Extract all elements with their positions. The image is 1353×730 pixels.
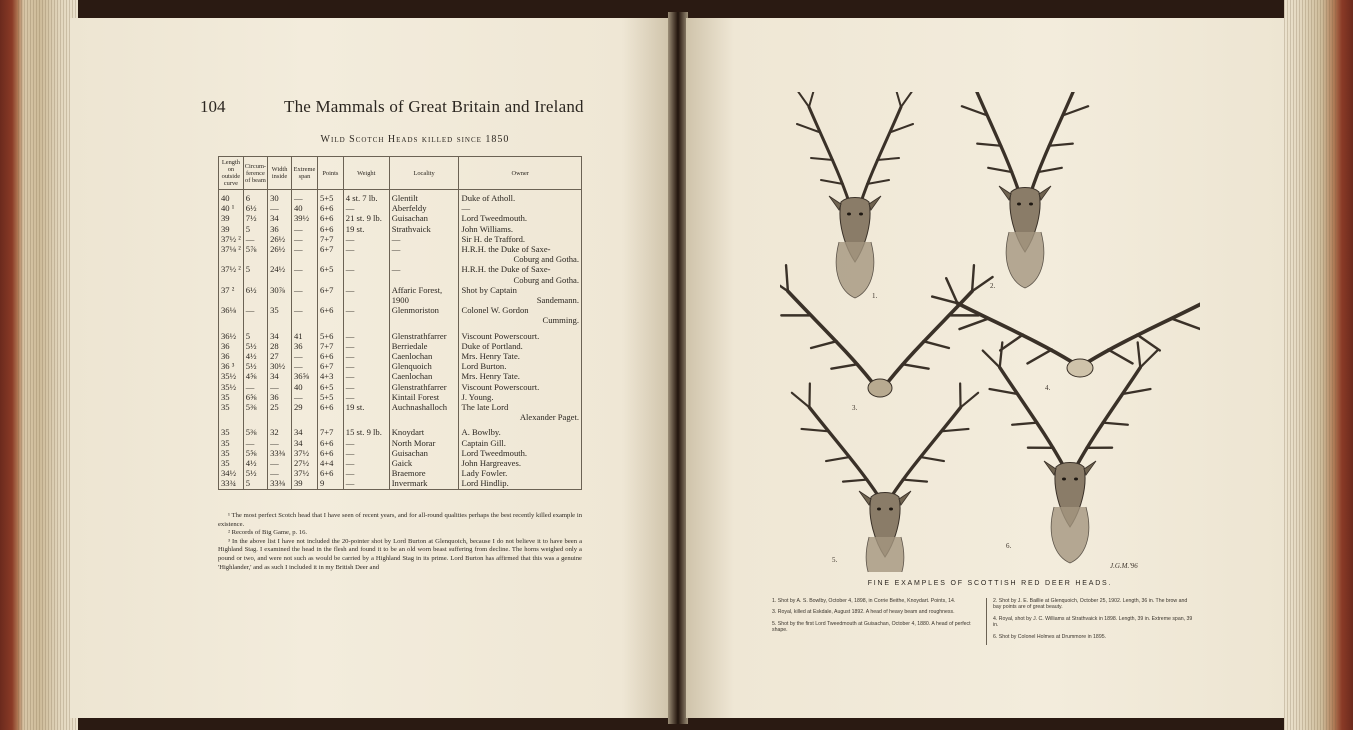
owner-name: Duke of Portland. — [461, 340, 523, 351]
cell-width: — — [268, 382, 292, 392]
cell-span: 34 — [291, 438, 317, 448]
cell-weight: — — [343, 341, 389, 351]
plate-title: FINE EXAMPLES OF SCOTTISH RED DEER HEADS. — [867, 580, 1113, 587]
legend-item: 1. Shot by A. S. Bowlby, October 4, 1898, in Corrie Beithe, Knoydart. Points, 14. — [772, 598, 956, 604]
cell-weight: — — [343, 448, 389, 458]
cell-length: 33¾ — [219, 478, 244, 489]
artist-signature: J.G.M.'96 — [1110, 562, 1138, 570]
owner-name-continued: Alexander Paget. — [519, 412, 579, 423]
cell-points: 5+6 — [317, 331, 343, 341]
cell-span: 39 — [291, 478, 317, 489]
stag-skull-4 — [929, 251, 1200, 404]
cell-weight: — — [343, 305, 389, 325]
footnote: ³ In the above list I have not included the 20-pointer shot by Lord Burton at Glenquoich, because I do not believe it to have been a Highland Stag. I examined the head in the flesh and found it to be an old worn beast suffering from decline. The horns weighed only a pound or two, and were not such as would be carried by a Highland Stag in its prime. Lord Burton has affirmed that this was a genuine 'Highlander,' and as such I included it in my British Deer and — [218, 537, 582, 571]
cell-length: 35 — [219, 427, 244, 437]
cell-width: 33⅜ — [268, 448, 292, 458]
cell-weight: — — [343, 371, 389, 381]
cell-circ: 5⅝ — [243, 448, 267, 458]
table-header-row — [219, 157, 582, 190]
cell-width: 35 — [268, 305, 292, 325]
cell-points: 5+5 — [317, 190, 343, 204]
cell-points: 6+6 — [317, 438, 343, 448]
cell-weight: 4 st. 7 lb. — [343, 190, 389, 204]
cell-circ: 5⅜ — [243, 427, 267, 437]
cell-locality: Aberfeldy — [389, 203, 459, 213]
cell-length: 35 — [219, 448, 244, 458]
owner-name: Mrs. Henry Tate. — [461, 371, 520, 382]
cell-points: 6+6 — [317, 224, 343, 234]
cell-weight: — — [343, 244, 389, 264]
legend-right-column — [986, 598, 1197, 645]
cell-length: 40 — [219, 190, 244, 204]
cell-span: 34 — [291, 427, 317, 437]
cell-circ: 5 — [243, 331, 267, 341]
cell-weight: — — [343, 438, 389, 448]
cell-circ: — — [243, 382, 267, 392]
cell-owner — [459, 331, 582, 341]
page-header — [200, 97, 630, 121]
cell-width: 34 — [268, 331, 292, 341]
cell-owner — [459, 224, 582, 234]
cell-width: 26½ — [268, 234, 292, 244]
figure-label: 4. — [1045, 384, 1051, 392]
owner-name: The late Lord — [461, 402, 509, 413]
cell-owner — [459, 285, 582, 305]
cell-length: 39 — [219, 224, 244, 234]
column-header: Points — [317, 157, 343, 190]
page-edges-right — [1284, 0, 1353, 730]
cell-span: 40 — [291, 382, 317, 392]
cell-locality: — — [389, 234, 459, 244]
cell-points: 6+6 — [317, 468, 343, 478]
cell-weight: — — [343, 285, 389, 305]
cell-width: 36 — [268, 224, 292, 234]
cell-span: — — [291, 264, 317, 284]
cell-length: 34½ — [219, 468, 244, 478]
cell-owner — [459, 244, 582, 264]
cell-weight: 15 st. 9 lb. — [343, 427, 389, 437]
cell-width: — — [268, 438, 292, 448]
page-edges-left — [0, 0, 78, 730]
table-row — [219, 234, 582, 244]
cell-owner — [459, 438, 582, 448]
cell-circ: 5½ — [243, 468, 267, 478]
cell-points: 4+3 — [317, 371, 343, 381]
cell-weight: — — [343, 458, 389, 468]
figure-label: 2. — [990, 282, 996, 290]
cell-locality: Glenstrathfarrer — [389, 382, 459, 392]
cell-owner — [459, 371, 582, 381]
cell-length: 36⅛ — [219, 305, 244, 325]
cell-span: 27½ — [291, 458, 317, 468]
owner-name: Lord Tweedmouth. — [461, 213, 528, 224]
cell-points: 6+7 — [317, 361, 343, 371]
table-row — [219, 438, 582, 448]
owner-name: Duke of Atholl. — [461, 193, 516, 203]
owner-name-continued: Cumming. — [542, 315, 579, 326]
owner-name-continued: Sandemann. — [536, 295, 579, 306]
cell-length: 39 — [219, 213, 244, 223]
cell-span: — — [291, 224, 317, 234]
cell-weight: — — [343, 361, 389, 371]
cell-owner — [459, 341, 582, 351]
owner-name: Lord Hindlip. — [461, 478, 509, 489]
cell-weight: 19 st. — [343, 402, 389, 422]
table-row — [219, 244, 582, 264]
owner-name: J. Young. — [461, 391, 494, 402]
cell-length: 35 — [219, 458, 244, 468]
cell-span: 36 — [291, 341, 317, 351]
cell-points: 6+6 — [317, 351, 343, 361]
table-row — [219, 382, 582, 392]
cell-circ: — — [243, 438, 267, 448]
column-header: Width inside — [268, 157, 292, 190]
cell-width: 24½ — [268, 264, 292, 284]
cell-length: 35 — [219, 402, 244, 422]
cell-owner — [459, 402, 582, 422]
cell-span: 37½ — [291, 468, 317, 478]
cell-circ: 5 — [243, 264, 267, 284]
legend-item: 4. Royal, shot by J. C. Williams at Strathvaick in 1898. Length, 39 in. Extreme span, 39 in. — [993, 615, 1193, 629]
owner-name: Shot by Captain — [461, 284, 517, 295]
cell-circ: 5½ — [243, 361, 267, 371]
cell-locality: Guisachan — [389, 213, 459, 223]
cell-locality: Braemore — [389, 468, 459, 478]
cell-width: 30½ — [268, 361, 292, 371]
cell-circ: 6½ — [243, 285, 267, 305]
cell-span: — — [291, 244, 317, 264]
owner-name: Colonel W. Gordon — [461, 305, 529, 316]
table-row — [219, 213, 582, 223]
figure-label: 5. — [832, 556, 838, 564]
figure-label: 6. — [1006, 542, 1012, 550]
cell-owner — [459, 190, 582, 204]
legend-item: 5. Shot by the first Lord Tweedmouth at Guisachan, October 4, 1880. A head of perfect shape. — [772, 620, 971, 634]
cell-owner — [459, 213, 582, 223]
table-row — [219, 427, 582, 437]
cell-weight: — — [343, 203, 389, 213]
column-header: Circum-ference of beam — [243, 157, 267, 190]
cell-weight: — — [343, 264, 389, 284]
cell-length: 35½ — [219, 382, 244, 392]
table-row — [219, 371, 582, 381]
cell-span: — — [291, 351, 317, 361]
cell-width: — — [268, 468, 292, 478]
legend-item: 2. Shot by J. E. Baillie at Glenquoich, October 25, 1902. Length, 36 in. The brow and bay points are of great beauty. — [993, 598, 1188, 611]
cell-locality: — — [389, 244, 459, 264]
cell-circ: 4⅝ — [243, 371, 267, 381]
cell-locality: Invermark — [389, 478, 459, 489]
cell-points: 6+6 — [317, 448, 343, 458]
cell-circ: — — [243, 305, 267, 325]
table-row — [219, 203, 582, 213]
table-row — [219, 351, 582, 361]
cell-owner — [459, 234, 582, 244]
cell-width: 25 — [268, 402, 292, 422]
cell-width: 33⅜ — [268, 478, 292, 489]
cell-span: — — [291, 234, 317, 244]
cell-span: 40 — [291, 203, 317, 213]
cell-points: 7+7 — [317, 341, 343, 351]
cell-span: — — [291, 285, 317, 305]
owner-name: H.R.H. the Duke of Saxe- — [461, 244, 551, 255]
cell-width: 32 — [268, 427, 292, 437]
cell-owner — [459, 382, 582, 392]
footnote: ¹ The most perfect Scotch head that I have seen of recent years, and for all-round qualities perhaps the best recently killed example in existence. — [218, 512, 582, 528]
cell-locality: Guisachan — [389, 448, 459, 458]
owner-name: Lady Fowler. — [461, 468, 508, 479]
cell-length: 35½ — [219, 371, 244, 381]
cell-locality: Glenstrathfarrer — [389, 331, 459, 341]
table-row — [219, 285, 582, 305]
cell-locality: Auchnashalloch — [389, 402, 459, 422]
cell-owner — [459, 448, 582, 458]
cell-locality: Kintail Forest — [389, 392, 459, 402]
cell-length: 36½ — [219, 331, 244, 341]
owner-name: Lord Tweedmouth. — [461, 447, 528, 458]
cell-weight: — — [343, 478, 389, 489]
cell-points: 6+5 — [317, 264, 343, 284]
owner-name: Sir H. de Trafford. — [461, 233, 526, 244]
cell-locality: Affaric Forest, 1900 — [389, 285, 459, 305]
cell-span: — — [291, 305, 317, 325]
table-row — [219, 190, 582, 204]
cell-span: — — [291, 392, 317, 402]
owner-name-continued: Coburg and Gotha. — [513, 274, 579, 285]
cell-locality: Glenquoich — [389, 361, 459, 371]
cell-locality: Glenmoriston — [389, 305, 459, 325]
cell-owner — [459, 458, 582, 468]
cell-points: 4+4 — [317, 458, 343, 468]
cell-length: 37½ ² — [219, 264, 244, 284]
cell-length: 35 — [219, 438, 244, 448]
cell-points: 6+7 — [317, 285, 343, 305]
cell-points: 5+5 — [317, 392, 343, 402]
cell-width: 27 — [268, 351, 292, 361]
stag-heads-plate — [780, 92, 1200, 572]
cell-weight: — — [343, 468, 389, 478]
cell-span: 39½ — [291, 213, 317, 223]
cell-weight: — — [343, 382, 389, 392]
cell-locality: Berriedale — [389, 341, 459, 351]
owner-name: Lord Burton. — [461, 361, 507, 372]
cell-owner — [459, 361, 582, 371]
cell-length: 35 — [219, 392, 244, 402]
cell-points: 7+7 — [317, 427, 343, 437]
table-row — [219, 341, 582, 351]
table-row — [219, 264, 582, 284]
stag-heads-table — [218, 156, 582, 490]
owner-name-continued: Coburg and Gotha. — [513, 254, 579, 265]
cell-width: — — [268, 203, 292, 213]
cell-points: 6+6 — [317, 402, 343, 422]
table-row — [219, 224, 582, 234]
cell-circ: 4½ — [243, 458, 267, 468]
cell-points: 7+7 — [317, 234, 343, 244]
owner-name: John Hargreaves. — [461, 458, 521, 469]
cell-span: — — [291, 190, 317, 204]
cell-owner — [459, 478, 582, 489]
cell-length: 36 ³ — [219, 361, 244, 371]
cell-locality: Glentilt — [389, 190, 459, 204]
page-number: 104 — [200, 97, 226, 116]
cell-width: 28 — [268, 341, 292, 351]
cell-circ: — — [243, 234, 267, 244]
book-gutter — [668, 12, 688, 724]
cell-length: 37 ² — [219, 285, 244, 305]
cell-circ: 4½ — [243, 351, 267, 361]
table-title: Wild Scotch Heads killed since 1850 — [320, 134, 510, 145]
cell-points: 6+6 — [317, 213, 343, 223]
stag-head-2 — [962, 92, 1088, 288]
cell-owner — [459, 351, 582, 361]
cell-length: 37½ ² — [219, 234, 244, 244]
cell-circ: 5½ — [243, 341, 267, 351]
cell-weight: — — [343, 331, 389, 341]
table-row — [219, 305, 582, 325]
cell-locality: North Morar — [389, 438, 459, 448]
cell-locality: Caenlochan — [389, 351, 459, 361]
footnotes — [218, 512, 582, 572]
cell-span: — — [291, 361, 317, 371]
cell-weight: 21 st. 9 lb. — [343, 213, 389, 223]
figure-label: 1. — [872, 292, 878, 300]
cell-owner — [459, 203, 582, 213]
owner-name: Mrs. Henry Tate. — [461, 351, 520, 362]
owner-name: Viscount Powerscourt. — [461, 381, 540, 392]
legend-item: 3. Royal, killed at Eskdale, August 1892. A head of heavy beam and roughness. — [772, 609, 955, 616]
table-row — [219, 448, 582, 458]
cell-weight: — — [343, 351, 389, 361]
cell-length: 36 — [219, 351, 244, 361]
cell-points: 6+7 — [317, 244, 343, 264]
column-header: Extreme span — [291, 157, 317, 190]
column-header: Weight — [343, 157, 389, 190]
owner-name: — — [461, 203, 471, 214]
cell-circ: 5 — [243, 224, 267, 234]
cell-weight: 19 st. — [343, 224, 389, 234]
column-header: Owner — [459, 157, 582, 190]
cell-circ: 7½ — [243, 213, 267, 223]
cell-weight: — — [343, 392, 389, 402]
cell-width: 34 — [268, 213, 292, 223]
cell-circ: 5⅜ — [243, 402, 267, 422]
owner-name: John Williams. — [461, 223, 514, 234]
owner-name: Viscount Powerscourt. — [461, 330, 540, 341]
cell-owner — [459, 427, 582, 437]
table-row — [219, 402, 582, 422]
cell-locality: Knoydart — [389, 427, 459, 437]
cell-circ: 5 — [243, 478, 267, 489]
cell-span: 36⅝ — [291, 371, 317, 381]
owner-name: A. Bowlby. — [461, 427, 501, 438]
cell-circ: 6⅝ — [243, 392, 267, 402]
cell-circ: 6½ — [243, 203, 267, 213]
cell-weight: — — [343, 234, 389, 244]
cell-owner — [459, 468, 582, 478]
table-row — [219, 478, 582, 489]
cell-width: 36 — [268, 392, 292, 402]
owner-name: H.R.H. the Duke of Saxe- — [461, 264, 551, 275]
cell-owner — [459, 392, 582, 402]
cell-length: 36 — [219, 341, 244, 351]
cell-span: 29 — [291, 402, 317, 422]
cell-owner — [459, 305, 582, 325]
table-row — [219, 361, 582, 371]
cell-circ: 5⅞ — [243, 244, 267, 264]
legend-item: 6. Shot by Colonel Holmes at Drummore in 1895. — [993, 633, 1107, 640]
table-row — [219, 468, 582, 478]
cell-owner — [459, 264, 582, 284]
cell-locality: Gaick — [389, 458, 459, 468]
column-header: Locality — [389, 157, 459, 190]
cell-width: 30 — [268, 190, 292, 204]
running-title: The Mammals of Great Britain and Ireland — [284, 97, 584, 116]
owner-name: Captain Gill. — [461, 437, 506, 448]
stag-head-1 — [797, 92, 913, 298]
legend-left-column — [772, 598, 976, 639]
cell-width: 34 — [268, 371, 292, 381]
cell-points: 6+6 — [317, 305, 343, 325]
figure-label: 3. — [852, 404, 858, 412]
cell-width: — — [268, 458, 292, 468]
cell-locality: Caenlochan — [389, 371, 459, 381]
cell-length: 37⅛ ² — [219, 244, 244, 264]
column-header: Length on outside curve — [219, 157, 244, 190]
cell-span: 37½ — [291, 448, 317, 458]
cell-points: 6+6 — [317, 203, 343, 213]
cell-circ: 6 — [243, 190, 267, 204]
cell-length: 40 ¹ — [219, 203, 244, 213]
stag-head-5 — [791, 374, 980, 572]
footnote: ² Records of Big Game, p. 16. — [228, 529, 308, 537]
cell-width: 26½ — [268, 244, 292, 264]
cell-width: 30⅞ — [268, 285, 292, 305]
cell-points: 6+5 — [317, 382, 343, 392]
cell-points: 9 — [317, 478, 343, 489]
cell-span: 41 — [291, 331, 317, 341]
table-row — [219, 392, 582, 402]
cell-locality: Strathvaick — [389, 224, 459, 234]
cell-locality: — — [389, 264, 459, 284]
table-row — [219, 458, 582, 468]
table-row — [219, 331, 582, 341]
